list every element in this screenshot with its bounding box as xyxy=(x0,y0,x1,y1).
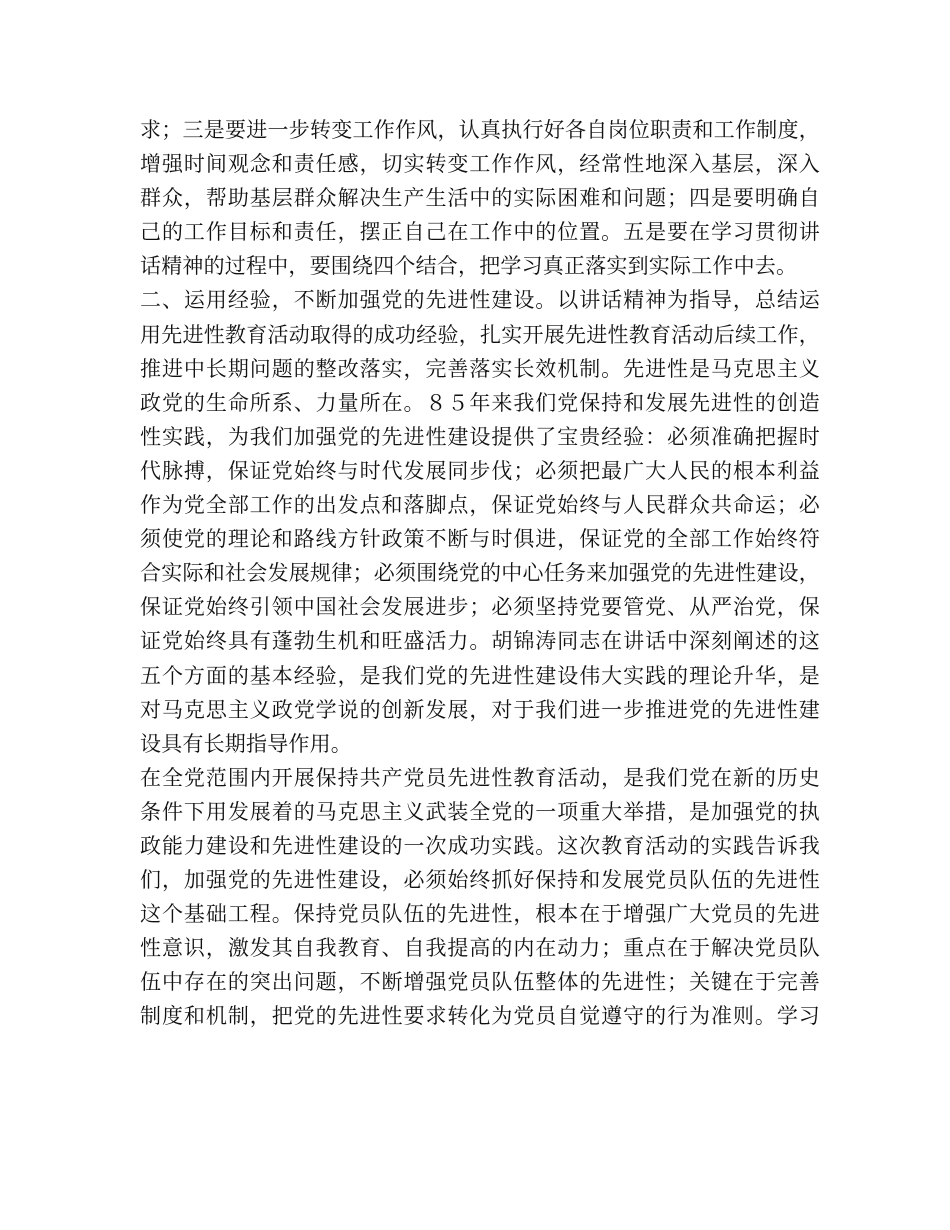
text-line: 求；三是要进一步转变工作作风，认真执行好各自岗位职责和工作制度， xyxy=(140,118,820,142)
text-line: 设具有长期指导作用。 xyxy=(140,731,352,756)
text-line: 己的工作目标和责任，摆正自己在工作中的位置。五是要在学习贯彻讲 xyxy=(140,220,820,245)
text-line: 性意识，激发其自我教育、自我提高的内在动力；重点在于解决党员队 xyxy=(140,936,820,961)
text-line: 政党的生命所系、力量所在。８５年来我们党保持和发展先进性的创造 xyxy=(140,390,820,415)
text-line: 伍中存在的突出问题，不断增强党员队伍整体的先进性；关键在于完善 xyxy=(140,970,820,995)
text-line: 在全党范围内开展保持共产党员先进性教育活动，是我们党在新的历史 xyxy=(140,765,820,790)
text-line: 性实践，为我们加强党的先进性建设提供了宝贵经验：必须准确把握时 xyxy=(140,424,820,449)
text-line: 五个方面的基本经验，是我们党的先进性建设伟大实践的理论升华，是 xyxy=(140,663,820,688)
text-line: 二、运用经验，不断加强党的先进性建设。以讲话精神为指导，总结运 xyxy=(140,288,820,313)
text-line: 须使党的理论和路线方针政策不断与时俱进，保证党的全部工作始终符 xyxy=(140,527,820,552)
text-line: 合实际和社会发展规律；必须围绕党的中心任务来加强党的先进性建设， xyxy=(140,561,820,586)
text-line: 条件下用发展着的马克思主义武装全党的一项重大举措，是加强党的执 xyxy=(140,799,820,824)
text-line: 话精神的过程中，要围绕四个结合，把学习真正落实到实际工作中去。 xyxy=(140,254,798,279)
text-line: 对马克思主义政党学说的创新发展，对于我们进一步推进党的先进性建 xyxy=(140,697,820,722)
text-line: 证党始终具有蓬勃生机和旺盛活力。胡锦涛同志在讲话中深刻阐述的这 xyxy=(140,629,820,654)
text-line: 群众，帮助基层群众解决生产生活中的实际困难和问题；四是要明确自 xyxy=(140,186,820,211)
body-text xyxy=(140,113,820,1034)
text-line: 们，加强党的先进性建设，必须始终抓好保持和发展党员队伍的先进性 xyxy=(140,868,820,893)
text-line: 增强时间观念和责任感，切实转变工作作风，经常性地深入基层，深入 xyxy=(140,152,820,177)
text-line: 作为党全部工作的出发点和落脚点，保证党始终与人民群众共命运；必 xyxy=(140,493,820,518)
text-line: 代脉搏，保证党始终与时代发展同步伐；必须把最广大人民的根本利益 xyxy=(140,458,820,483)
text-line: 推进中长期问题的整改落实，完善落实长效机制。先进性是马克思主义 xyxy=(140,356,820,381)
text-line: 用先进性教育活动取得的成功经验，扎实开展先进性教育活动后续工作， xyxy=(140,322,820,347)
text-line: 政能力建设和先进性建设的一次成功实践。这次教育活动的实践告诉我 xyxy=(140,833,820,858)
text-line: 保证党始终引领中国社会发展进步；必须坚持党要管党、从严治党，保 xyxy=(140,595,820,620)
text-line: 制度和机制，把党的先进性要求转化为党员自觉遵守的行为准则。学习 xyxy=(140,1004,820,1029)
text-line: 这个基础工程。保持党员队伍的先进性，根本在于增强广大党员的先进 xyxy=(140,902,820,927)
